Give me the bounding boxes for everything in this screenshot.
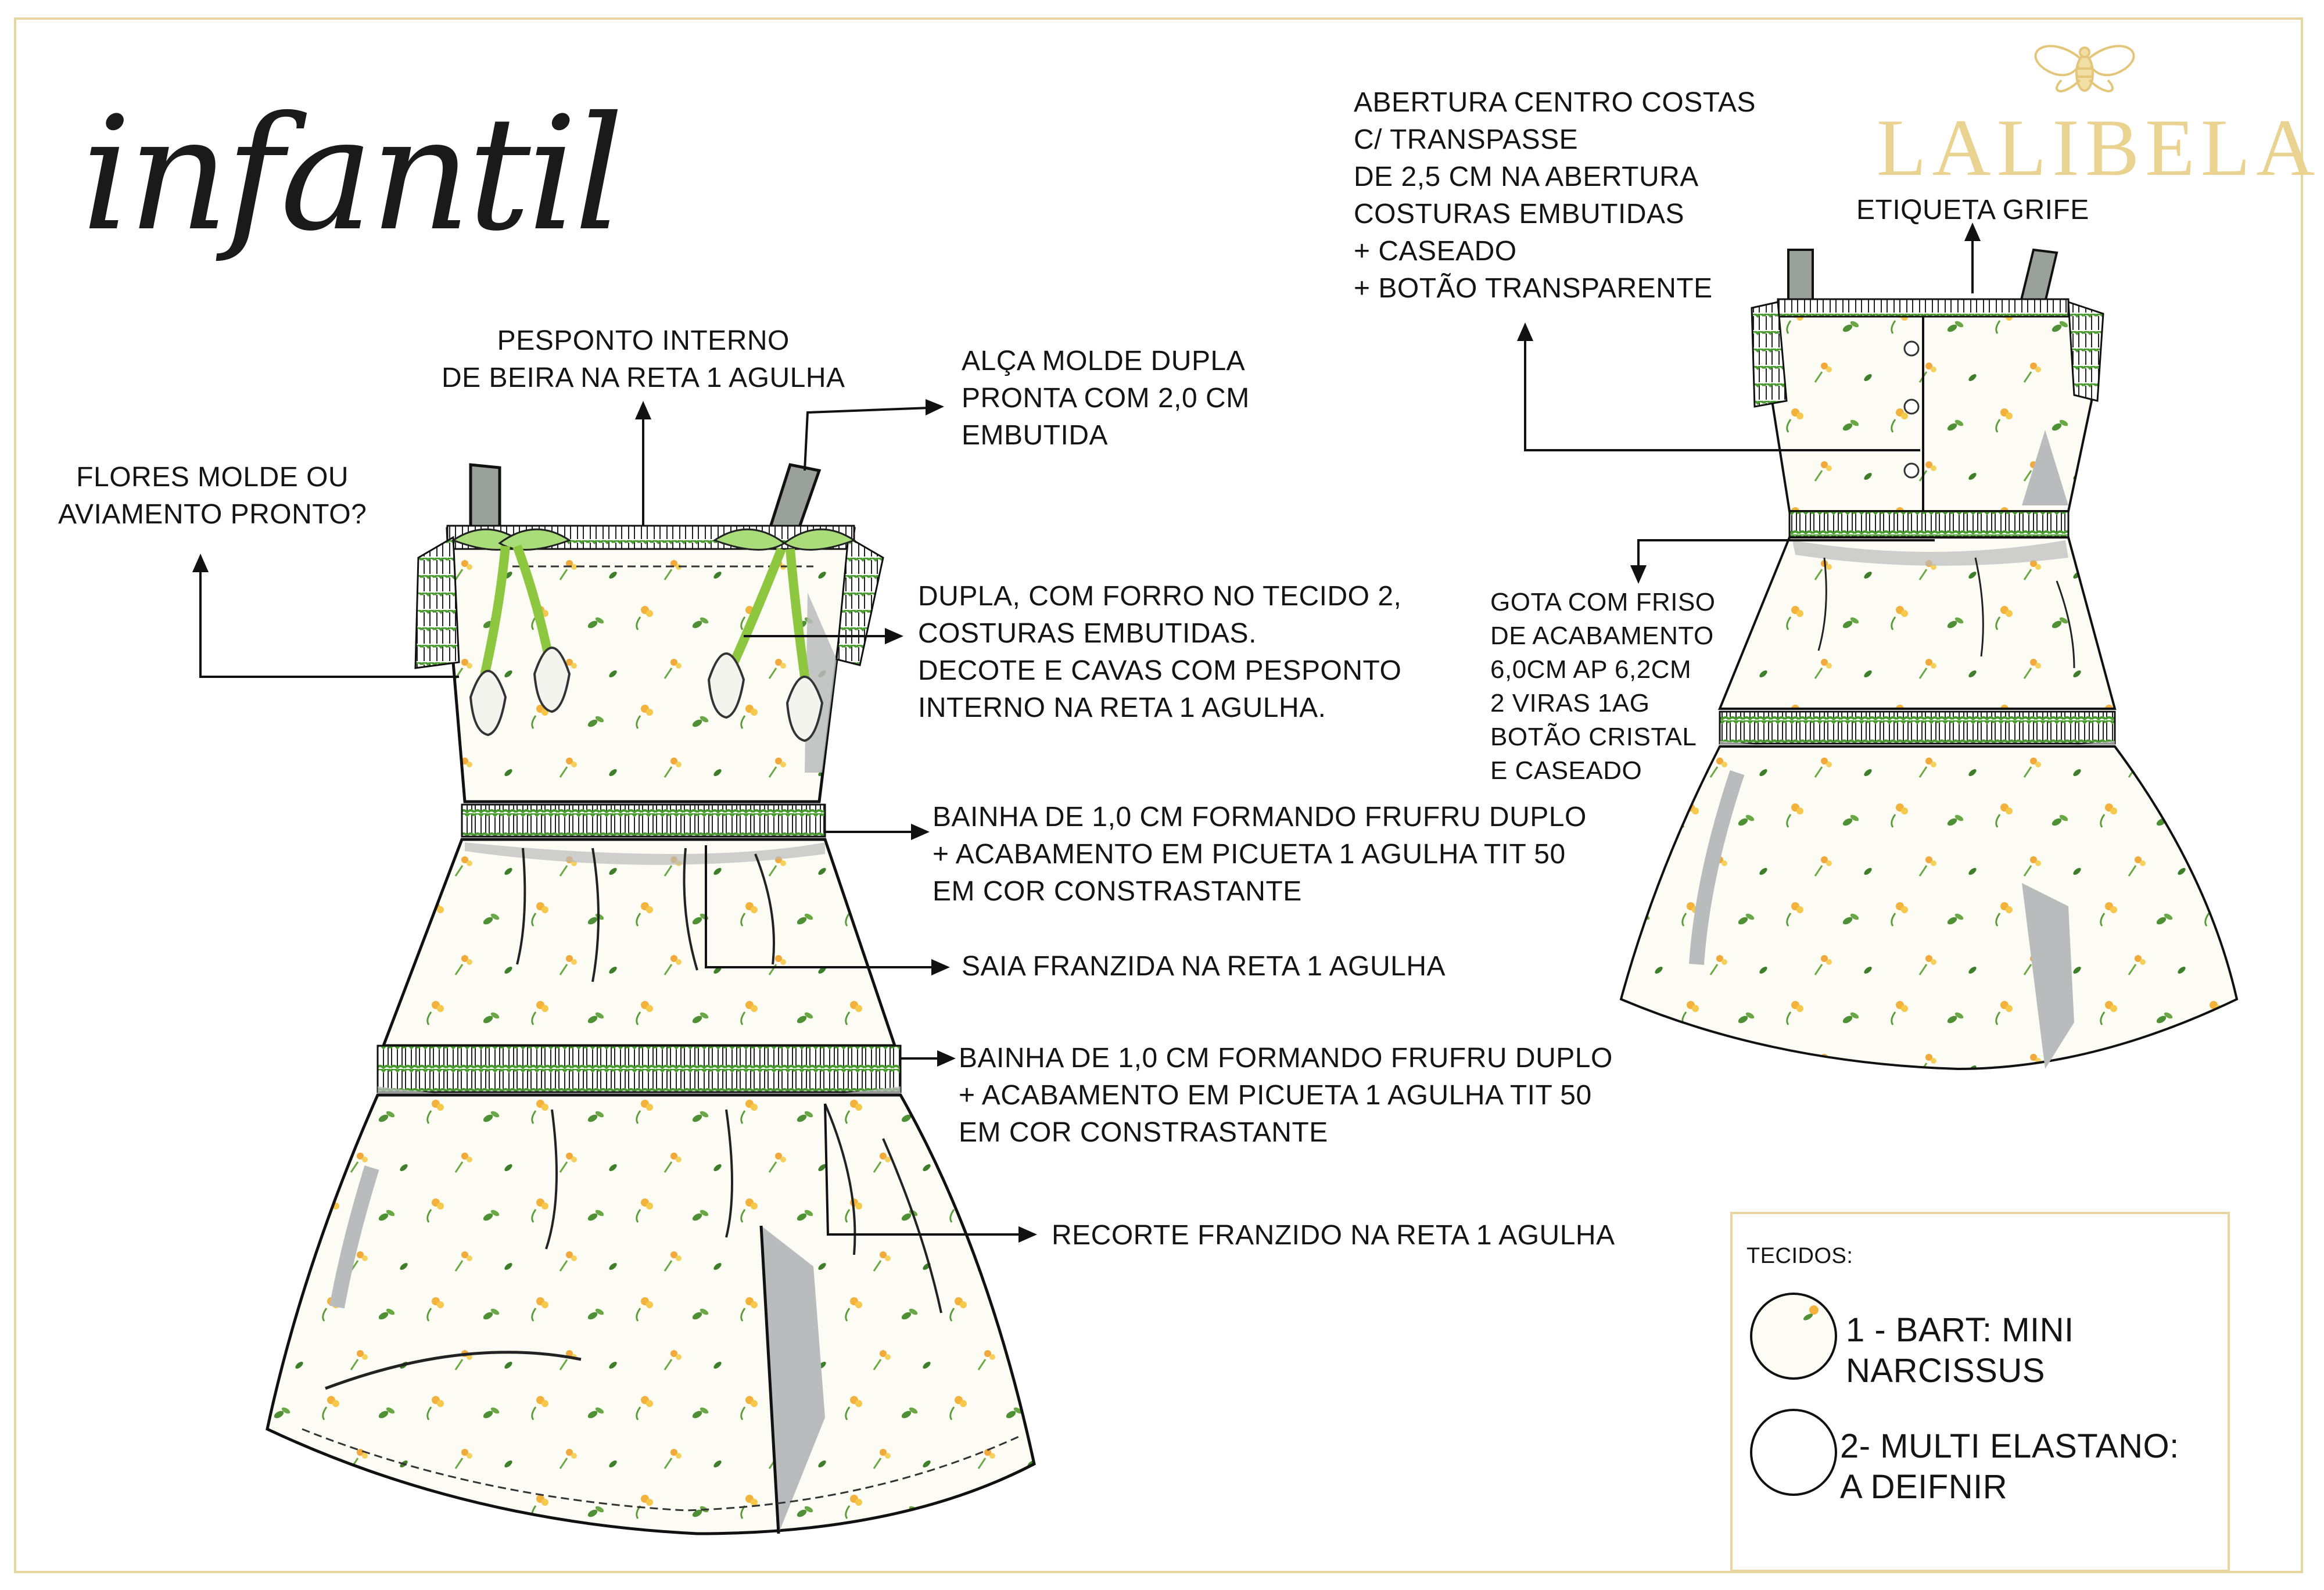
note-saia-franzida: SAIA FRANZIDA NA RETA 1 AGULHA	[962, 951, 1446, 982]
fabrics-heading: TECIDOS:	[1746, 1244, 1853, 1268]
note-dupla-forro: DUPLA, COM FORRO NO TECIDO 2, COSTURAS EMBUTIDAS. DECOTE E CAVAS COM PESPONTO INTERNO NA RETA 1 AGULHA.	[918, 581, 1402, 723]
note-alca-molde: ALÇA MOLDE DUPLA PRONTA COM 2,0 CM EMBUTIDA	[962, 346, 1250, 451]
note-abertura-costas: ABERTURA CENTRO COSTAS C/ TRANSPASSE DE 2,5 CM NA ABERTURA COSTURAS EMBUTIDAS + CASEADO + BOTÃO TRANSPARENTE	[1354, 87, 1756, 304]
note-pesponto-interno: PESPONTO INTERNO DE BEIRA NA RETA 1 AGULHA	[442, 325, 845, 393]
fabric-1-label: 1 - BART: MINI NARCISSUS	[1846, 1311, 2074, 1390]
fabrics-legend	[1730, 1212, 2230, 1572]
note-recorte-franzido: RECORTE FRANZIDO NA RETA 1 AGULHA	[1052, 1220, 1615, 1251]
note-etiqueta-grife: ETIQUETA GRIFE	[1856, 195, 2089, 225]
note-gota: GOTA COM FRISO DE ACABAMENTO 6,0CM AP 6,2CM 2 VIRAS 1AG BOTÃO CRISTAL E CASEADO	[1490, 588, 1716, 785]
brand-logo: LALIBELA	[1877, 103, 2321, 193]
plain-swatch	[1750, 1409, 1837, 1496]
note-bainha-skirt: BAINHA DE 1,0 CM FORMANDO FRUFRU DUPLO + ACABAMENTO EM PICUETA 1 AGULHA TIT 50 EM COR CONSTRASTANTE	[959, 1043, 1613, 1148]
collection-title: infantil	[81, 82, 621, 265]
fabric-2-label: 2- MULTI ELASTANO: A DEIFNIR	[1840, 1427, 2179, 1506]
note-flores-molde: FLORES MOLDE OU AVIAMENTO PRONTO?	[58, 462, 367, 530]
print-swatch	[1750, 1293, 1837, 1380]
note-bainha-waist: BAINHA DE 1,0 CM FORMANDO FRUFRU DUPLO + ACABAMENTO EM PICUETA 1 AGULHA TIT 50 EM COR CONSTRASTANTE	[933, 802, 1587, 907]
